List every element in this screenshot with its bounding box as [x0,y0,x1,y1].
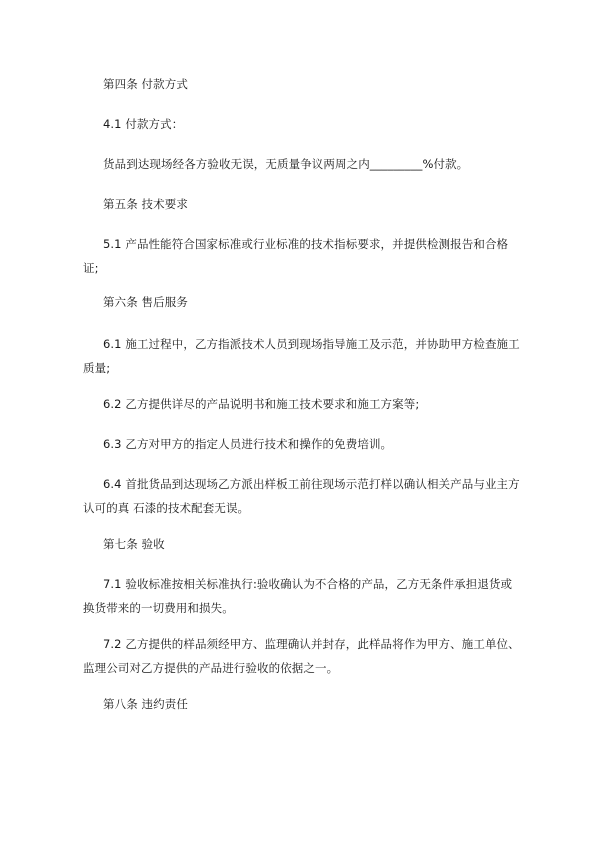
clause-7-2: 7.2 乙方提供的样品须经甲方、监理确认并封存，此样品将作为甲方、施工单位、监理公司对乙方提供的产品进行验收的依据之一。 [83,637,520,675]
clause-6-2: 6.2 乙方提供详尽的产品说明书和施工技术要求和施工方案等; [103,397,420,411]
clause-6-1: 6.1 施工过程中，乙方指派技术人员到现场指导施工及示范，并协助甲方检查施工质量; [83,337,520,375]
article-4-heading: 第四条 付款方式 [103,77,188,91]
article-7-heading: 第七条 验收 [103,537,165,551]
clause-4-1: 4.1 付款方式： [103,117,184,131]
article-5-heading: 第五条 技术要求 [103,197,188,211]
clause-6-3: 6.3 乙方对甲方的指定人员进行技术和操作的免费培训。 [103,437,393,451]
clause-4-1-text: 货品到达现场经各方验收无误，无质量争议两周之内_________%付款。 [103,157,469,171]
clause-7-1: 7.1 验收标准按相关标准执行:验收确认为不合格的产品，乙方无条件承担退货或换货带来的一切费用和损失。 [83,577,513,615]
clause-5-1: 5.1 产品性能符合国家标准或行业标准的技术指标要求，并提供检测报告和合格证; [83,237,509,275]
article-6-heading: 第六条 售后服务 [103,295,188,309]
article-8-heading: 第八条 违约责任 [103,697,188,711]
clause-6-4: 6.4 首批货品到达现场乙方派出样板工前往现场示范打样以确认相关产品与业主方认可的真 石漆的技术配套无误。 [83,477,520,515]
